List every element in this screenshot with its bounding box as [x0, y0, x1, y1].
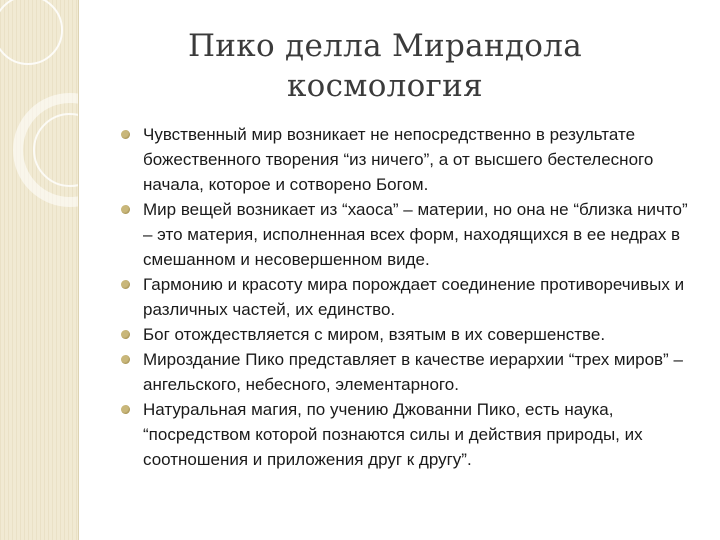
bullet-text: Мироздание Пико представляет в качестве иерархии “трех миров” – ангельского, небесного, элементарного. — [143, 350, 683, 394]
bullet-text: Бог отождествляется с миром, взятым в их совершенстве. — [143, 325, 606, 344]
bullet-list — [117, 122, 697, 472]
title-line-1: Пико делла Мирандола — [187, 28, 583, 64]
decorative-circles — [0, 0, 78, 540]
bullet-item — [117, 347, 697, 397]
bullet-item — [117, 122, 697, 197]
bullet-text: Чувственный мир возникает не непосредственно в результате божественного творения “из ничего”, а от высшего бестелесного начала, которое и сотворено Богом. — [143, 125, 654, 194]
bullet-dot-icon — [121, 330, 130, 339]
slide-title — [150, 26, 620, 106]
bullet-text: Мир вещей возникает из “хаоса” – материи, но она не “близка ничто” – это материя, исполненная всех форм, находящихся в ее недрах в смешанном и несовершенном виде. — [143, 200, 688, 269]
bullet-dot-icon — [121, 130, 130, 139]
title-line-2: космология — [287, 68, 483, 104]
bullet-item — [117, 272, 697, 322]
bullet-dot-icon — [121, 355, 130, 364]
bullet-item — [117, 322, 697, 347]
bullet-text: Натуральная магия, по учению Джованни Пико, есть наука, “посредством которой познаются силы и действия природы, их соотношения и приложения друг к другу”. — [143, 400, 643, 469]
bullet-item — [117, 197, 697, 272]
bullet-text: Гармонию и красоту мира порождает соединение противоречивых и различных частей, их единство. — [143, 275, 685, 319]
bullet-item — [117, 397, 697, 472]
bullet-dot-icon — [121, 405, 130, 414]
bullet-dot-icon — [121, 280, 130, 289]
decorative-side-panel — [0, 0, 79, 540]
bullet-dot-icon — [121, 205, 130, 214]
